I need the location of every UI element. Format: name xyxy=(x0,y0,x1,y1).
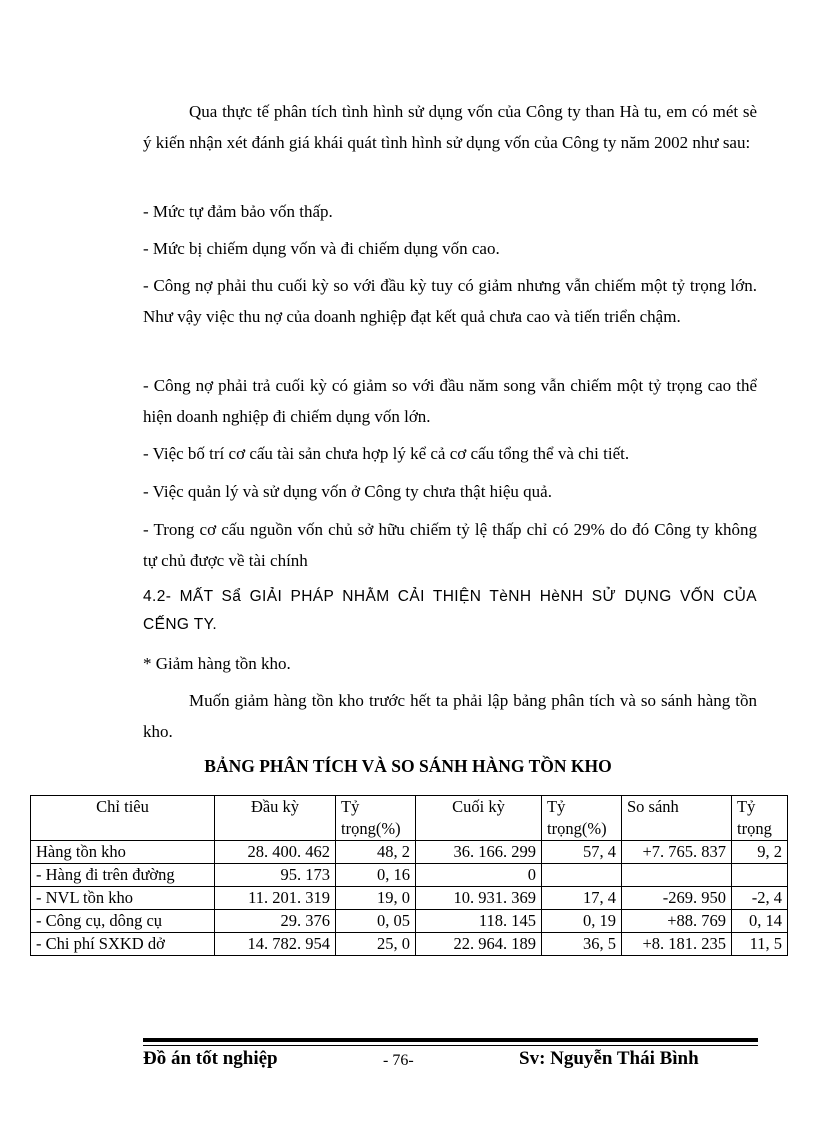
cell: Hàng tồn kho xyxy=(31,841,215,864)
header-indicator: Chỉ tiêu xyxy=(31,796,215,841)
cell: +88. 769 xyxy=(622,910,732,933)
cell xyxy=(622,864,732,887)
cell: 17, 4 xyxy=(542,887,622,910)
cell: 22. 964. 189 xyxy=(416,933,542,956)
cell: 10. 931. 369 xyxy=(416,887,542,910)
cell: 19, 0 xyxy=(336,887,416,910)
cell xyxy=(732,864,788,887)
cell: 0 xyxy=(416,864,542,887)
footer-rule-thin xyxy=(143,1045,758,1046)
cell: 25, 0 xyxy=(336,933,416,956)
header-end-ratio: Tỷ trọng(%) xyxy=(542,796,622,841)
inventory-table xyxy=(30,795,788,956)
header-begin-ratio: Tỷ trọng(%) xyxy=(336,796,416,841)
cell: 9, 2 xyxy=(732,841,788,864)
cell: +7. 765. 837 xyxy=(622,841,732,864)
table-row xyxy=(31,887,788,910)
bullet-capital-appropriation: - Mức bị chiếm dụng vốn và đi chiếm dụng vốn cao. xyxy=(143,239,500,258)
cell: 11. 201. 319 xyxy=(215,887,336,910)
cell: - NVL tồn kho xyxy=(31,887,215,910)
cell: 11, 5 xyxy=(732,933,788,956)
cell: 0, 16 xyxy=(336,864,416,887)
header-comparison-ratio: Tỷ trọng xyxy=(732,796,788,841)
footer-rule-thick xyxy=(143,1038,758,1042)
paragraph-intro: Qua thực tế phân tích tình hình sử dụng vốn của Công ty than Hà tu, em có mét sè ý kiến nhận xét đánh giá khái quát tình hình sử dụng vốn của Công ty năm 2002 như sau: xyxy=(143,102,757,152)
table-title: BẢNG PHÂN TÍCH VÀ SO SÁNH HÀNG TỒN KHO xyxy=(204,756,612,776)
bullet-capital-efficiency: - Việc quản lý và sử dụng vốn ở Công ty chưa thật hiệu quả. xyxy=(143,482,552,501)
cell: 0, 05 xyxy=(336,910,416,933)
cell: - Hàng đi trên đường xyxy=(31,864,215,887)
bullet-self-funding: - Mức tự đảm bảo vốn thấp. xyxy=(143,202,333,221)
bullet-receivables: - Công nợ phải thu cuối kỳ so với đầu kỳ tuy có giảm nhưng vẫn chiếm một tỷ trọng lớn. Như vậy việc thu nợ của doanh nghiệp đạt kết quả chưa cao và tiến triển chậm. xyxy=(143,276,757,326)
header-comparison: So sánh xyxy=(622,796,732,841)
cell xyxy=(542,864,622,887)
footer-page-number: - 76- xyxy=(383,1052,414,1069)
cell: 95. 173 xyxy=(215,864,336,887)
cell: -2, 4 xyxy=(732,887,788,910)
cell: +8. 181. 235 xyxy=(622,933,732,956)
cell: -269. 950 xyxy=(622,887,732,910)
table-row xyxy=(31,933,788,956)
paragraph-inventory: Muốn giảm hàng tồn kho trước hết ta phải lập bảng phân tích và so sánh hàng tồn kho. xyxy=(143,691,757,741)
cell: 118. 145 xyxy=(416,910,542,933)
cell: 48, 2 xyxy=(336,841,416,864)
cell: 0, 14 xyxy=(732,910,788,933)
header-end-period: Cuối kỳ xyxy=(416,796,542,841)
table-header-row xyxy=(31,796,788,841)
table-row xyxy=(31,864,788,887)
bullet-payables: - Công nợ phải trả cuối kỳ có giảm so với đầu năm song vẫn chiếm một tỷ trọng cao thể hiện doanh nghiệp đi chiếm dụng vốn lớn. xyxy=(143,376,757,426)
header-begin-period: Đầu kỳ xyxy=(215,796,336,841)
cell: 0, 19 xyxy=(542,910,622,933)
cell: 29. 376 xyxy=(215,910,336,933)
cell: 57, 4 xyxy=(542,841,622,864)
table-row xyxy=(31,910,788,933)
footer-thesis-label: Đồ án tốt nghiệp xyxy=(143,1048,278,1069)
cell: 28. 400. 462 xyxy=(215,841,336,864)
cell: 14. 782. 954 xyxy=(215,933,336,956)
cell: 36, 5 xyxy=(542,933,622,956)
section-heading: 4.2- MẤT Sẩ GIẢI PHÁP NHẰM CẢI THIỆN TèNH HèNH SỬ DỤNG VỐN CỦA CẾNG TY. xyxy=(143,588,757,633)
subheading-inventory: * Giảm hàng tồn kho. xyxy=(143,654,291,673)
bullet-asset-structure: - Việc bố trí cơ cấu tài sản chưa hợp lý kể cả cơ cấu tổng thể và chi tiết. xyxy=(143,444,630,463)
table-row xyxy=(31,841,788,864)
cell: - Chi phí SXKD dở xyxy=(31,933,215,956)
cell: - Công cụ, dông cụ xyxy=(31,910,215,933)
cell: 36. 166. 299 xyxy=(416,841,542,864)
bullet-equity-ratio: - Trong cơ cấu nguồn vốn chủ sở hữu chiếm tỷ lệ thấp chỉ có 29% do đó Công ty không tự chủ được về tài chính xyxy=(143,520,757,570)
footer-student-name: Sv: Nguyễn Thái Bình xyxy=(519,1048,699,1069)
